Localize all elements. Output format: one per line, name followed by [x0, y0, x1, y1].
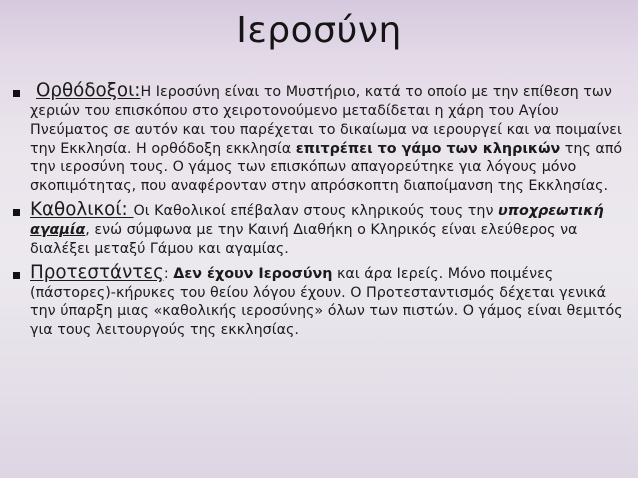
- slide-title: Ιεροσύνη: [236, 10, 402, 51]
- bullet-protestant-text: Προτεστάντες: Δεν έχουν Ιεροσύνη και άρα Ιερείς. Μόνο ποιμένες (πάστορες)-κήρυκες του θείου λόγου έχουν. Ο Προτεσταντισμός δέχεται γενικά την ύπαρξη μιας «καθολικής ιεροσύνης» όλων των πιστών. Ο γάμος είναι θεμιτός για τους λειτουργούς της εκκλησίας.: [30, 261, 623, 339]
- bold-phrase: επιτρέπει το γάμο των κληρικών: [295, 140, 561, 157]
- bullet-list: [13, 80, 628, 340]
- square-bullet-icon: [13, 272, 20, 279]
- bullet-protestant: [13, 262, 628, 340]
- bold-phrase: Δεν έχουν Ιεροσύνη: [173, 265, 333, 282]
- bullet-catholic-text: Καθολικοί: Οι Καθολικοί επέβαλαν στους κληρικούς τους την υποχρεωτική αγαμία, ενώ σύμφωνα με την Καινή Διαθήκη ο Κληρικός είναι ελεύθερος να διαλέξει μεταξύ Γάμου και αγαμίας.: [30, 198, 604, 257]
- bullet-orthodox: [13, 80, 628, 196]
- bold-phrase: υποχρεωτική αγαμία: [30, 202, 604, 238]
- heading-protestant: Προτεστάντες: [30, 261, 164, 283]
- square-bullet-icon: [13, 209, 20, 216]
- heading-catholic: Καθολικοί:: [30, 198, 134, 220]
- bullet-catholic: [13, 199, 628, 259]
- heading-orthodox: Ορθόδοξοι:: [36, 80, 141, 101]
- square-bullet-icon: [13, 90, 20, 97]
- bullet-orthodox-text: Ορθόδοξοι:Η Ιεροσύνη είναι το Μυστήριο, κατά το οποίο με την επίθεση των χεριών του επισκόπου στο χειροτονούμενο μεταδίδεται η χάρη του Αγίου Πνεύματος σε αυτόν και του παρέχεται το δικαίωμα να ιερουργεί και να ποιμαίνει την Εκκλησία. Η ορθόδοξη εκκλησία επιτρέπει το γάμο των κληρικών της από την ιεροσύνη τους. Ο γάμος των επισκόπων απαγορεύτηκε για λόγους μόνο σκοπιμότητας, που αναφέρονταν στην απρόσκοπτη διαποίμανση της Εκκλησίας.: [30, 80, 623, 195]
